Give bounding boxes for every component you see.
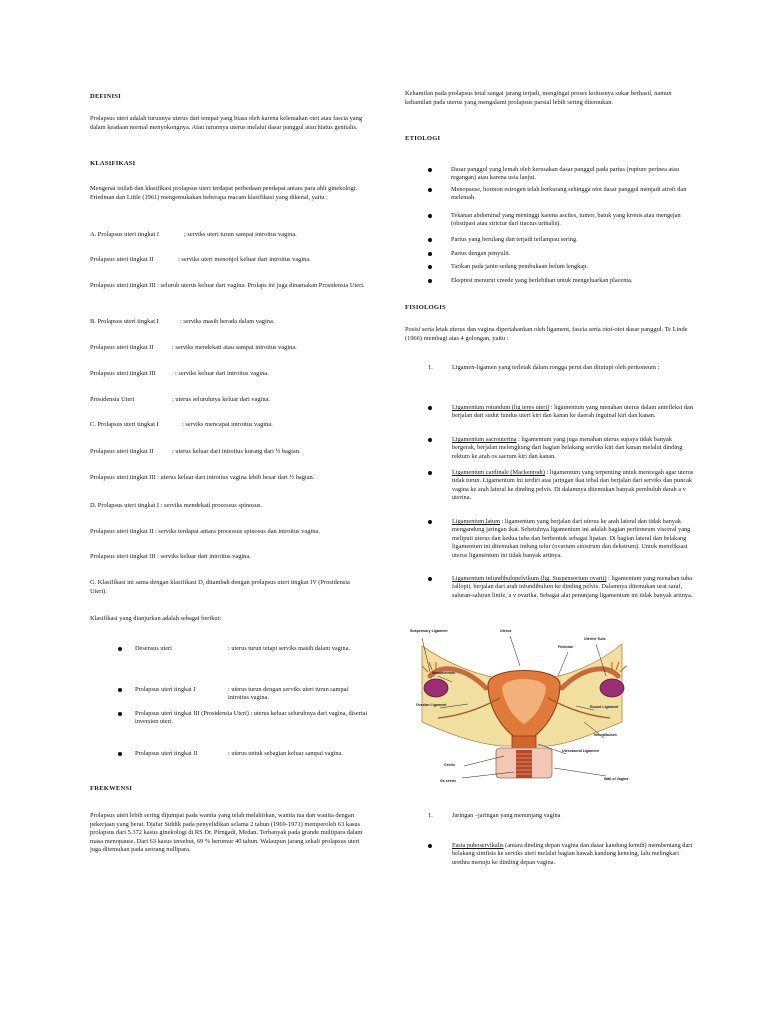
class-c-row-1: C. Prolapsus uteri tingkat I : serviks mencapai introitus vagina. [90, 421, 273, 428]
bullet-icon [428, 214, 432, 218]
label-round-ligament: Round Ligament [590, 705, 619, 709]
bullet-icon [428, 577, 432, 581]
recommended-item-1: Desensus uteri : uterus turun tetapi serviks masih dalam vagina. [90, 645, 368, 653]
frekwensi-heading: FREKWENSI [90, 785, 133, 792]
klasifikasi-paragraph: Mengenai istilah dan klasifikasi prolapsus uteri terdapat perbedaan pendapat antara para ahli ginekologi. Friedman dan Little (1961) mengemukakan beberapa macam klasifikasi yang dikenal, yaitu : [90, 185, 358, 201]
klasifikasi-heading: KLASIFIKASI [90, 160, 136, 167]
bullet-icon [428, 406, 432, 410]
bullet-icon [428, 471, 432, 475]
label-uterine-tube: Uterine Tube [584, 637, 606, 641]
label-uterus: Uterus [500, 629, 512, 633]
fascia-item: Fasia puboservikalis (antara dinding depan vagina dan dasar kandung kemih) membentang dari belakang simfisis ke serviks uteri melalui bagian bawah kandung kencing, lalu melingkari urethra menuju ke dinding depan vagina. [405, 842, 697, 867]
class-a-row-3: Prolapsus uteri tingkat III : seluruh uterus keluar dari vagina. Prolaps ini juga dinamakan Prosidensia Uteri. [90, 282, 365, 289]
label-ovarian-ligament: Ovarian Ligament [416, 703, 447, 707]
class-b-row-2: Prolapsus uteri tingkat II : serviks mendekati atau sampai introitus vagina. [90, 344, 297, 351]
class-d-row-2: Prolapsus uteri tingkat II : serviks terdapat antara processus spinosus dan introitus vagina. [90, 528, 320, 535]
class-a-row-2: Prolapsus uteri tingkat II : serviks uteri menonjol keluar dari introitus vagina. [90, 256, 311, 263]
etiologi-item-4: Partus yang berulang dan terjadi terlampau sering. [405, 236, 697, 244]
class-b-row-4: Prosidensia Uteri : uterus seluruhnya keluar dari vagina. [90, 396, 270, 403]
bullet-icon [428, 238, 432, 242]
ligament-item-5: Ligamentum infundibulopelvikum (lig. Suspensorium ovarii) : ligamentum yang menahan tuba fallopii, berjalan dari arah infundibulum ke dinding pelvis. Dalamnya ditemukan urat saraf, saluran-saluran limfe, a v ovarika. Sebagai alat penunjang ligamentum ini tidak banyak artinya. [405, 575, 697, 600]
left-ovary [424, 679, 448, 697]
right-ovary [600, 679, 624, 697]
recommended-item-3: Prolapsus uteri tingkat III (Prosidensia Uteri) : uterus keluar seluruhnya dari vagina, disertai inversion uteri. [90, 710, 368, 727]
etiologi-item-7: Ekspresi menurut creede yang berlebihan untuk mengeluarkan placenta. [405, 277, 697, 285]
class-c-row-3: Prolapsus uteri tingkat III : uterus keluar dari introitus vagina lebih besar dari ½ bagian. [90, 474, 315, 481]
class-a-row-1: A. Prolapsus uteri tingkat I ; serviks uteri turun sampai introitus vagina. [90, 231, 297, 238]
label-os-cervix: Os cervix [440, 779, 457, 783]
class-g-paragraph: G. Klasifikasi ini sama dengan klasifikasi D, ditambah dengan prolapsus uteri tingkat IV (Prosidensia Uteri). [90, 579, 350, 595]
etiologi-item-2: Menopause, hormon estrogen telah berkurang sehingga otot dasar panggul menjadi atrofi dan melemah. [405, 186, 697, 203]
fisiologis-paragraph: Posisi serta letak uterus dan vagina dipertahankan oleh ligament, fascia serta otot-otot dasar panggul. Te Linde (1966) membagi atas 4 golongan, yaitu : [405, 326, 688, 342]
etiologi-item-6: Tarikan pada janin sedang pembukaan belum lengkap. [405, 263, 697, 271]
class-d-row-3: Prolapsus uteri tingkat III : serviks keluar dari introitus vagina. [90, 553, 251, 560]
label-wall-of-vagina: Wall of Vagina [604, 777, 629, 781]
label-suspensory: Suspensory Ligament [410, 629, 448, 633]
bullet-icon [428, 520, 432, 524]
recommended-item-4: Prolapsus uteri tingkat II : uterus untuk sebagian keluar sampai vagina. [90, 750, 368, 758]
label-infundibulum: Infundibulum [594, 733, 617, 737]
recommended-item-2: Prolapsus uteri tingkat I : uterus turun dengan serviks uteri turun sampai introitus vagina. [90, 686, 368, 703]
bullet-icon [428, 265, 432, 269]
kehamilan-paragraph: Kehamilan pada prolapsus total sangat jarang terjadi, mengingat proses koitusnya sukar berhasil, namun kehamilan pada uterus yang mengalami prolapsus parsial lebih sering ditemukan. [405, 90, 672, 106]
definisi-heading: DEFINISI [90, 93, 121, 100]
bullet-icon [428, 252, 432, 256]
etiologi-item-3: Tekanan abdominal yang meninggi karena ascites, tumor, batuk yang kronis atau mengejan (obstipasi atau strictur dari tractus urinalis). [405, 212, 697, 229]
etiologi-heading: ETIOLOGI [405, 135, 441, 142]
class-c-row-2: Prolapsus uteri tingkat II : uterus keluar dari introitus kurang dari ½ bagian. [90, 448, 301, 455]
frekwensi-paragraph: Prolapsus uteri lebih sering dijumpai pada wanita yang telah melahirkan, wanita tua dan wanita dengan pekerjaan yang berat. Djafar Siddik pada penyelidikan selama 2 tahun (1969-1971) memperoleh 63 kasus prolapsus dari 5.372 kasus ginekologi di RS Dr. Pirngadi, Medan. Terbanyak pada grande multipara dalam masa menopause. Dari 63 kasus tersebut, 69 % berumur 40 tahun. Walaupun jarang sekali prolapsus uteri juga ditemukan pada seorang nullipara. [90, 812, 363, 854]
bullet-icon [428, 438, 432, 442]
item-1-number: 1. [428, 364, 433, 371]
bullet-icon [118, 647, 122, 651]
class-b-row-1: B. Prolapsus uteri tingkat I : serviks masih berada dalam vagina. [90, 318, 275, 325]
label-uterosacral: Uterosacral Ligament [562, 749, 599, 753]
label-cervix: Cervix [444, 763, 455, 767]
bullet-icon [428, 188, 432, 192]
ligament-item-1: Ligamentum rotundum (lig teres uteri) : ligamentum yang menahan uterus dalam antefleksi dan berjalan dari sudut fundus uteri kiri dan kanan ke daerah inguinal kiri dan kanan. [405, 404, 697, 421]
etiologi-item-5: Partus dengan penyulit. [405, 250, 697, 258]
class-b-row-3: Prolapsus uteri tingkat III : serviks keluar dari introitus vagina. [90, 370, 269, 377]
item-2-number: 1. [428, 812, 433, 819]
ligament-item-4: Ligamentum latum : ligamentum yang berjalan dari uterus ke arah lateral dan tidak banyak mengandung jaringan ikat. Sebetulnya ligamentum ini adalah bagian peritoneum visceral yang meliputi uterus dan kedua tuba dan berbentuk sebagai lipatan. Di bagian lateral dan belakang ligamentum ini ditemukan indung telur (ovarium sinistrum dan dekstrum). Untuk memfiksasi uterus ligamentum ini tidak banyak artinya. [405, 518, 697, 560]
bullet-icon [428, 279, 432, 283]
item-2-text: Jaringan –jaringan yang menunjang vagina [452, 812, 561, 819]
anjuran-text: Klasifikasi yang dianjurkan adalah sebagai berikut: [90, 615, 222, 622]
bullet-icon [118, 688, 122, 692]
label-fimbriae: Fimbriae [558, 645, 573, 649]
item-1-text: Ligamen-ligamen yang terletak dalam rongga perut dan ditutupi oleh peritoneum : [452, 364, 660, 371]
bullet-icon [118, 712, 122, 716]
ligament-item-3: Ligamentum cardinale (Mackenrodt) : ligamentum yang terpenting untuk mencegah agar uterus tidak turun. Ligamentum ini terdiri atas jaringan ikat tebal dan berjalan dari serviks dan puncak vagina ke arah lateral ke dinding pelvis. Di dalamnya ditemukan banyak pembuluh darah a v uterina. [405, 469, 697, 503]
bullet-icon [118, 752, 122, 756]
ligament-item-2: Ligamentum sacrouterina : ligamentum yang juga menahan uterus supaya tidak banyak bergerak, berjalan melengkung dari bagian belakang serviks kiri dan kanan melalui dinding rektum ke arah os sacrum kiri dan kanan. [405, 436, 697, 461]
label-mesometrium: Mesometrium [432, 671, 456, 675]
bullet-icon [428, 168, 432, 172]
definisi-paragraph: Prolapsus uteri adalah turunnya uterus dari tempat yang biasa oleh karena kelemahan otot atau fascia yang dalam keadaan normal menyokongnya. Atau turunnya uterus melalui dasar panggul atau hiatus genitalis. [90, 115, 363, 131]
class-d-row-1: D. Prolapsus uteri tingkat I : serviks mendekati processus spinosus. [90, 502, 263, 509]
bullet-icon [428, 844, 432, 848]
fisiologis-heading: FISIOLOGIS [405, 304, 446, 311]
uterus-ligament-diagram [408, 626, 640, 792]
etiologi-item-1: Dasar panggul yang lemah oleh kerusakan dasar panggul pada partus (rupture perinea atau regangan) atau karena usia lanjut. [405, 166, 697, 183]
